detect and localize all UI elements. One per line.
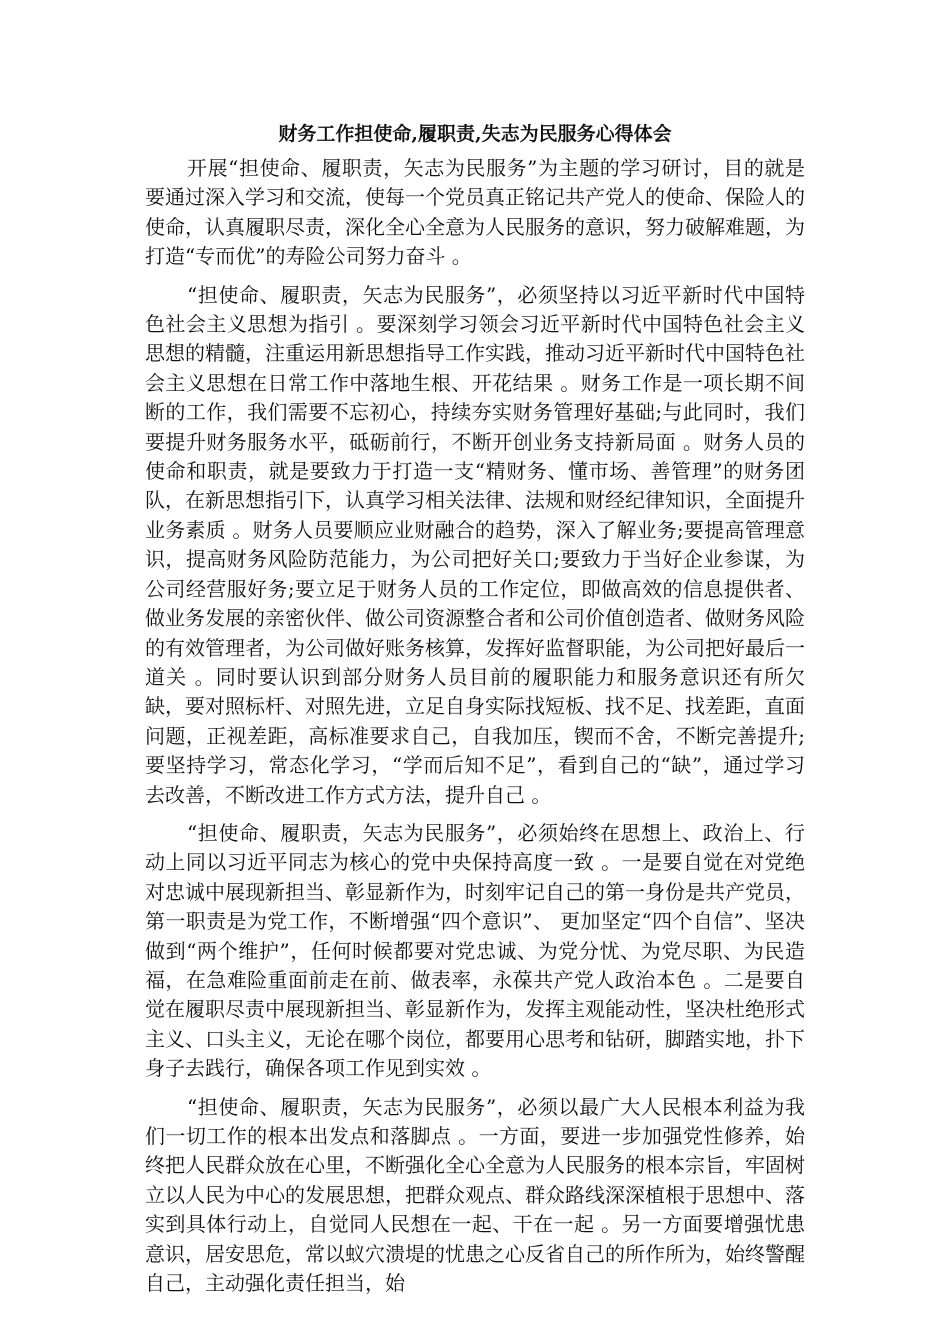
paragraph-2: “担使命、履职责，矢志为民服务”，必须坚持以习近平新时代中国特色社会主义思想为指引 。要深刻学习领会习近平新时代中国特色社会主义思想的精髓，注重运用新思想指导工作实践，推动习近平新时代中国特色社会主义思想在日常工作中落地生根、开花结果 。财务工作是一项长期不间断的工作，我们需要不忘初心，持续夯实财务管理好基础;与此同时，我们要提升财务服务水平，砥砺前行，不断开创业务支持新局面 。财务人员的使命和职责，就是要致力于打造一支“精财务、懂市场、善管理”的财务团队，在新思想指引下，认真学习相关法律、法规和财经纪律知识，全面提升业务素质 。财务人员要顺应业财融合的趋势，深入了解业务;要提高管理意识，提高财务风险防范能力，为公司把好关口;要致力于当好企业参谋，为公司经营服好务;要立足于财务人员的工作定位，即做高效的信息提供者、做业务发展的亲密伙伴、做公司资源整合者和公司价值创造者、做财务风险的有效管理者，为公司做好账务核算，发挥好监督职能，为公司把好最后一道关 。同时要认识到部分财务人员目前的履职能力和服务意识还有所欠缺，要对照标杆、对照先进，立足自身实际找短板、找不足、找差距，直面问题，正视差距，高标准要求自己，自我加压，锲而不舍，不断完善提升;要坚持学习，常态化学习，“学而后知不足”，看到自己的“缺”，通过学习去改善，不断改进工作方式方法，提升自己 。 bbox=[145, 282, 805, 807]
document-body bbox=[145, 118, 805, 1307]
paragraph-4: “担使命、履职责，矢志为民服务”，必须以最广大人民根本利益为我们一切工作的根本出发点和落脚点 。一方面，要进一步加强党性修养，始终把人民群众放在心里，不断强化全心全意为人民服务的根本宗旨，牢固树立以人民为中心的发展思想，把群众观点、群众路线深深植根于思想中、落实到具体行动上，自觉同人民想在一起、干在一起 。另一方面要增强忧患意识，居安思危，常以蚁穴溃堤的忧患之心反省自己的所作所为，始终警醒自己，主动强化责任担当，始 bbox=[145, 1094, 805, 1296]
paragraph-1: 开展“担使命、履职责，矢志为民服务”为主题的学习研讨，目的就是要通过深入学习和交流，使每一个党员真正铭记共产党人的使命、保险人的使命，认真履职尽责，深化全心全意为人民服务的意识，努力破解难题，为打造“专而优”的寿险公司努力奋斗 。 bbox=[145, 156, 805, 269]
paragraph-3: “担使命、履职责，矢志为民服务”，必须始终在思想上、政治上、行动上同以习近平同志为核心的党中央保持高度一致 。一是要自觉在对党绝对忠诚中展现新担当、彰显新作为，时刻牢记自己的第一身份是共产党员，第一职责是为党工作，不断增强“四个意识”、 更加坚定“四个自信”、坚决做到“两个维护”，任何时候都要对党忠诚、为党分忧、为党尽职、为民造福，在急难险重面前走在前、做表率，永葆共产党人政治本色 。二是要自觉在履职尽责中展现新担当、彰显新作为，发挥主观能动性，坚决杜绝形式主义、口头主义，无论在哪个岗位，都要用心思考和钻研，脚踏实地，扑下身子去践行，确保各项工作见到实效 。 bbox=[145, 820, 805, 1081]
document-title: 财务工作担使命,履职责,失志为民服务心得体会 bbox=[278, 123, 672, 145]
